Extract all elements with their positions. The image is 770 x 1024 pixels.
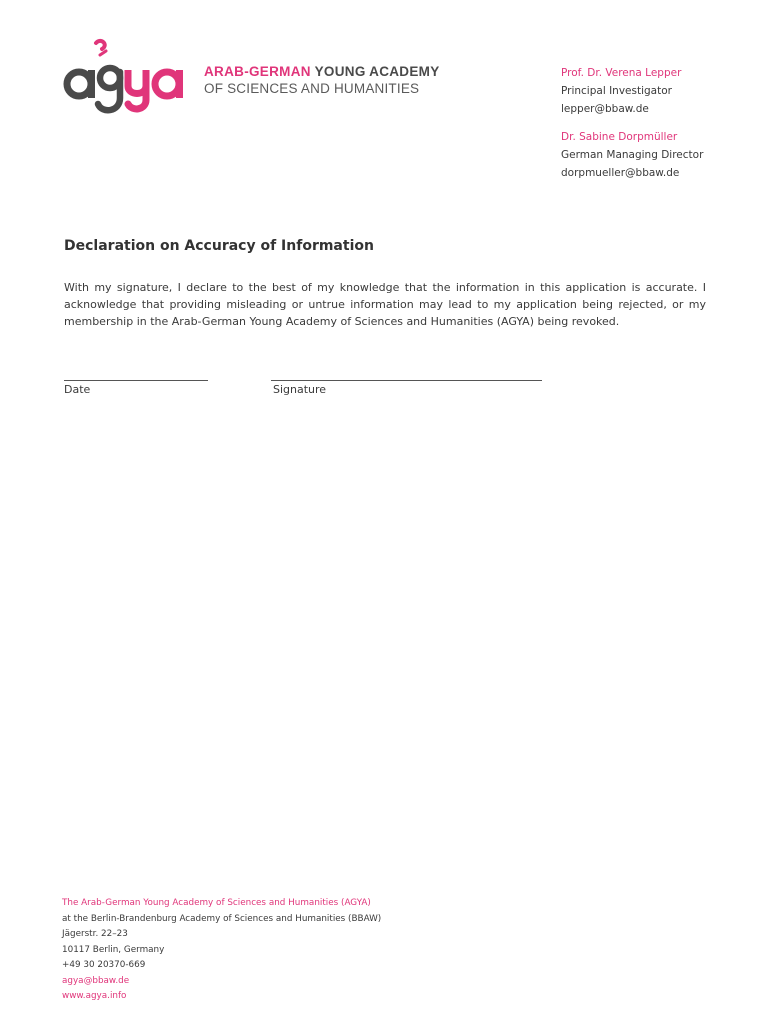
declaration-text: With my signature, I declare to the best of my knowledge that the information in this application is accurate. I acknowledge that providing misleading or untrue information may lead to my application being rejected, or my membership in the Arab-German Young Academy of Sciences and Humanities (AGYA) being revoked.: [64, 281, 706, 328]
contact-lepper: [561, 64, 703, 118]
contact-name: Dr. Sabine Dorpmüller: [561, 131, 678, 143]
signature-label: Signature: [273, 383, 327, 396]
org-name: [204, 64, 440, 98]
logo-letter-a-2: [155, 70, 183, 98]
logo-letter-g: [96, 41, 120, 110]
contact-role: Principal Investigator: [561, 85, 672, 97]
declaration-title: Declaration on Accuracy of Information: [64, 238, 374, 254]
footer-city: 10117 Berlin, Germany: [62, 944, 165, 955]
date-label: Date: [64, 383, 91, 396]
date-line[interactable]: [64, 380, 208, 381]
contact-block: [561, 64, 703, 192]
contact-role: German Managing Director: [561, 149, 704, 161]
agya-logo: [62, 36, 192, 116]
footer: [62, 896, 381, 1005]
org-name-line1: [204, 64, 440, 80]
footer-org: The Arab-German Young Academy of Sciences and Humanities (AGYA): [62, 898, 371, 908]
logo-letter-y: [128, 70, 146, 109]
contact-email[interactable]: lepper@bbaw.de: [561, 103, 649, 115]
contact-email[interactable]: dorpmueller@bbaw.de: [561, 167, 680, 179]
org-name-part1: ARAB-GERMAN: [204, 64, 311, 79]
org-name-line2: OF SCIENCES AND HUMANITIES: [204, 81, 420, 96]
footer-website-link[interactable]: www.agya.info: [62, 991, 127, 1001]
contact-name: Prof. Dr. Verena Lepper: [561, 67, 682, 79]
footer-phone: +49 30 20370-669: [62, 960, 146, 970]
footer-email-link[interactable]: agya@bbaw.de: [62, 975, 130, 986]
logo-letter-a: [67, 70, 95, 98]
footer-street: Jägerstr. 22–23: [62, 929, 128, 939]
org-name-part2: YOUNG ACADEMY: [314, 64, 440, 79]
signature-line[interactable]: [271, 380, 542, 381]
footer-host: at the Berlin-Brandenburg Academy of Sciences and Humanities (BBAW): [62, 913, 382, 924]
contact-dorpmueller: [561, 128, 703, 182]
